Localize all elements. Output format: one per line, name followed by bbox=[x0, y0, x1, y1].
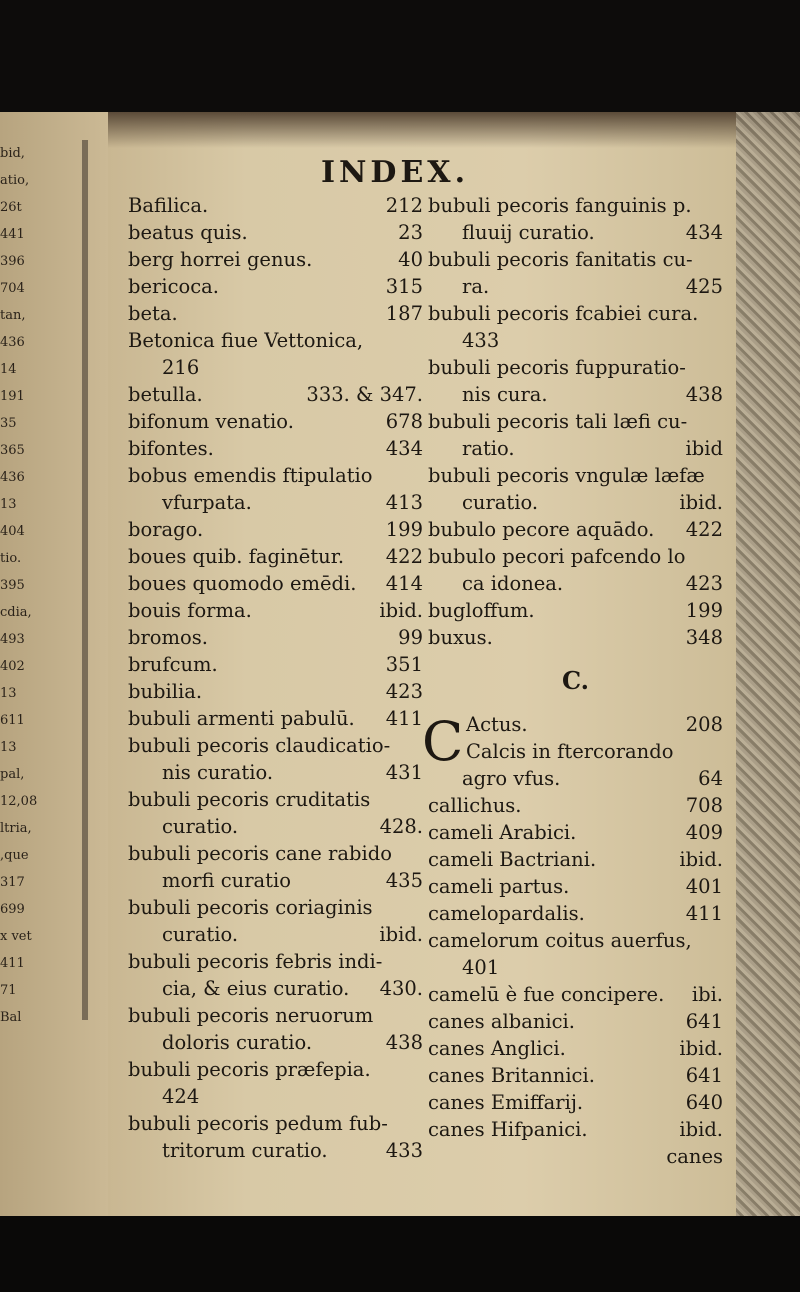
page-reference: 414 bbox=[385, 572, 423, 595]
index-term: ra. bbox=[462, 275, 490, 298]
page-title: INDEX. bbox=[320, 155, 470, 190]
index-entry bbox=[128, 327, 423, 354]
index-entry bbox=[128, 489, 423, 516]
page-reference: 435 bbox=[385, 869, 423, 892]
previous-page-fragment: 13 bbox=[0, 686, 17, 701]
page-reference: 413 bbox=[385, 491, 423, 514]
index-term: bubuli pecoris claudicatio- bbox=[128, 734, 391, 757]
page-reference: 425 bbox=[685, 275, 723, 298]
section-letter: C. bbox=[561, 666, 590, 695]
index-entry bbox=[128, 246, 423, 273]
page-reference: 64 bbox=[698, 767, 723, 790]
page-reference: ibid. bbox=[679, 848, 723, 871]
page-reference: 23 bbox=[398, 221, 423, 244]
index-entry bbox=[128, 192, 423, 219]
index-entry bbox=[128, 597, 423, 624]
previous-page-fragment: bid, bbox=[0, 146, 25, 161]
index-term: fluuij curatio. bbox=[462, 221, 595, 244]
index-term: bubuli pecoris fanitatis cu- bbox=[428, 248, 693, 271]
index-term: 433 bbox=[462, 329, 500, 352]
index-term: cameli Bactriani. bbox=[428, 848, 597, 871]
page-reference: 428. bbox=[379, 815, 423, 838]
page-reference: 187 bbox=[385, 302, 423, 325]
index-entry bbox=[128, 921, 423, 948]
page-reference: 434 bbox=[385, 437, 423, 460]
index-term: curatio. bbox=[162, 815, 239, 838]
page-reference: 40 bbox=[398, 248, 423, 271]
page-top-shadow bbox=[108, 112, 800, 148]
index-entry bbox=[428, 570, 723, 597]
index-term: bubuli pecoris pedum fub- bbox=[128, 1112, 388, 1135]
page-reference: 348 bbox=[685, 626, 723, 649]
index-term: bobus emendis ftipulatio bbox=[128, 464, 373, 487]
index-term: camelopardalis. bbox=[428, 902, 585, 925]
index-term: nis curatio. bbox=[162, 761, 274, 784]
page-reference: ibid bbox=[685, 437, 723, 460]
page-reference: 708 bbox=[685, 794, 723, 817]
page-reference: 423 bbox=[685, 572, 723, 595]
page-reference: ibi. bbox=[691, 983, 723, 1006]
page-reference: 438 bbox=[385, 1031, 423, 1054]
index-entry bbox=[128, 273, 423, 300]
index-entry bbox=[428, 1008, 723, 1035]
index-entry bbox=[428, 1062, 723, 1089]
page-reference: 678 bbox=[385, 410, 423, 433]
page-reference: 212 bbox=[385, 194, 423, 217]
index-entry bbox=[128, 408, 423, 435]
index-entry bbox=[128, 705, 423, 732]
page-reference: 438 bbox=[685, 383, 723, 406]
index-entry bbox=[128, 840, 423, 867]
index-term: bubuli pecoris febris indi- bbox=[128, 950, 383, 973]
index-term: agro vfus. bbox=[462, 767, 561, 790]
index-term: betulla. bbox=[128, 383, 203, 406]
previous-page-fragment: 191 bbox=[0, 389, 25, 404]
index-entry bbox=[128, 651, 423, 678]
previous-page-fragment: 26t bbox=[0, 200, 22, 215]
index-entry bbox=[428, 300, 723, 327]
index-term: 424 bbox=[162, 1085, 200, 1108]
index-entry bbox=[428, 819, 723, 846]
index-term: buxus. bbox=[428, 626, 493, 649]
previous-page-fragment: 14 bbox=[0, 362, 17, 377]
index-entry bbox=[428, 435, 723, 462]
page-right-edge-texture bbox=[736, 112, 800, 1216]
index-term: bubuli pecoris fcabiei cura. bbox=[428, 302, 699, 325]
index-term: bubuli armenti pabulū. bbox=[128, 707, 355, 730]
page-reference: ibid. bbox=[679, 491, 723, 514]
index-entry bbox=[428, 1116, 723, 1143]
index-entry bbox=[128, 948, 423, 975]
index-term: beatus quis. bbox=[128, 221, 248, 244]
index-term: bericoca. bbox=[128, 275, 219, 298]
previous-page-fragment: pal, bbox=[0, 767, 25, 782]
index-entry bbox=[128, 1056, 423, 1083]
page-reference: ibid. bbox=[379, 923, 423, 946]
index-entry bbox=[128, 813, 423, 840]
index-term: canes bbox=[666, 1145, 723, 1168]
background-bottom bbox=[0, 1216, 800, 1292]
index-term: bubuli pecoris neruorum bbox=[128, 1004, 374, 1027]
index-entry bbox=[428, 846, 723, 873]
index-term: canes Emiffarij. bbox=[428, 1091, 584, 1114]
page-reference: 422 bbox=[685, 518, 723, 541]
index-entry bbox=[428, 327, 723, 354]
index-term: bubuli pecoris cruditatis bbox=[128, 788, 371, 811]
previous-page-fragment: Bal bbox=[0, 1010, 22, 1025]
index-term: bubuli pecoris fuppuratio- bbox=[428, 356, 686, 379]
index-entry bbox=[128, 516, 423, 543]
page-reference: 430. bbox=[379, 977, 423, 1000]
index-term: bubulo pecori pafcendo lo bbox=[428, 545, 686, 568]
index-entry bbox=[428, 954, 723, 981]
previous-page-fragment: 35 bbox=[0, 416, 17, 431]
index-term: Calcis in ftercorando bbox=[466, 740, 674, 763]
page-reference: 431 bbox=[385, 761, 423, 784]
previous-page-fragment: 404 bbox=[0, 524, 25, 539]
previous-page-fragment: 441 bbox=[0, 227, 25, 242]
page-reference: 99 bbox=[398, 626, 423, 649]
index-term: camelū è fue concipere. bbox=[428, 983, 665, 1006]
index-entry bbox=[128, 1137, 423, 1164]
index-term: brufcum. bbox=[128, 653, 218, 676]
index-entry bbox=[428, 543, 723, 570]
previous-page-fragment: 396 bbox=[0, 254, 25, 269]
index-entry bbox=[128, 1002, 423, 1029]
index-entry bbox=[128, 786, 423, 813]
index-entry bbox=[428, 711, 723, 738]
index-entry bbox=[128, 300, 423, 327]
previous-page-fragment: 71 bbox=[0, 983, 17, 998]
index-entry bbox=[428, 873, 723, 900]
index-term: Bafilica. bbox=[128, 194, 209, 217]
index-term: bubulo pecore aquādo. bbox=[428, 518, 655, 541]
index-term: Betonica fiue Vettonica, bbox=[128, 329, 364, 352]
index-term: borago. bbox=[128, 518, 204, 541]
index-entry bbox=[128, 894, 423, 921]
index-entry bbox=[128, 219, 423, 246]
index-entry bbox=[128, 867, 423, 894]
previous-page-fragment: 13 bbox=[0, 497, 17, 512]
index-term: canes Hifpanici. bbox=[428, 1118, 588, 1141]
index-entry bbox=[428, 219, 723, 246]
index-term: bubilia. bbox=[128, 680, 203, 703]
index-term: curatio. bbox=[462, 491, 539, 514]
index-entry bbox=[428, 624, 723, 651]
index-term: ratio. bbox=[462, 437, 515, 460]
previous-page-strip bbox=[0, 112, 108, 1216]
index-entry bbox=[128, 1029, 423, 1056]
index-term: canes Britannici. bbox=[428, 1064, 595, 1087]
page-reference: 434 bbox=[685, 221, 723, 244]
index-entry bbox=[428, 792, 723, 819]
index-term: bubuli pecoris præfepia. bbox=[128, 1058, 371, 1081]
index-entry bbox=[428, 462, 723, 489]
page-reference: 333. & 347. bbox=[306, 383, 423, 406]
right-column bbox=[422, 192, 723, 1170]
index-term: bouis forma. bbox=[128, 599, 252, 622]
left-column bbox=[128, 192, 423, 1164]
index-term: cameli Arabici. bbox=[428, 821, 577, 844]
previous-page-fragment: ltria, bbox=[0, 821, 32, 836]
index-term: 401 bbox=[462, 956, 500, 979]
previous-page-fragment: 395 bbox=[0, 578, 25, 593]
page-reference: 199 bbox=[385, 518, 423, 541]
index-entry bbox=[428, 246, 723, 273]
index-term: bubuli pecoris tali læfi cu- bbox=[428, 410, 688, 433]
index-term: tritorum curatio. bbox=[162, 1139, 328, 1162]
index-entry bbox=[428, 516, 723, 543]
index-entry bbox=[128, 381, 423, 408]
index-entry bbox=[128, 624, 423, 651]
index-term: cia, & eius curatio. bbox=[162, 977, 350, 1000]
previous-page-fragment: 704 bbox=[0, 281, 25, 296]
previous-page-fragment: tio. bbox=[0, 551, 22, 566]
page-reference: 641 bbox=[685, 1064, 723, 1087]
index-entry bbox=[428, 1035, 723, 1062]
previous-page-fragment: 493 bbox=[0, 632, 25, 647]
index-entry bbox=[128, 570, 423, 597]
index-entry bbox=[128, 462, 423, 489]
previous-page-fragment: 365 bbox=[0, 443, 25, 458]
previous-page-fragment: 411 bbox=[0, 956, 25, 971]
index-term: bubuli pecoris fanguinis p. bbox=[428, 194, 692, 217]
index-term: ca idonea. bbox=[462, 572, 564, 595]
index-entry bbox=[128, 732, 423, 759]
index-term: morfi curatio bbox=[162, 869, 291, 892]
page-reference: 640 bbox=[685, 1091, 723, 1114]
previous-page-fragment: 13 bbox=[0, 740, 17, 755]
index-entry bbox=[428, 765, 723, 792]
page-reference: 423 bbox=[385, 680, 423, 703]
binding-gutter bbox=[82, 140, 88, 1020]
previous-page-fragment: 317 bbox=[0, 875, 25, 890]
index-term: curatio. bbox=[162, 923, 239, 946]
index-entry bbox=[428, 192, 723, 219]
index-entry bbox=[428, 381, 723, 408]
previous-page-fragment: 699 bbox=[0, 902, 25, 917]
index-term: vfurpata. bbox=[162, 491, 252, 514]
index-entry bbox=[128, 543, 423, 570]
page-reference: 411 bbox=[685, 902, 723, 925]
previous-page-fragment: 611 bbox=[0, 713, 25, 728]
index-term: beta. bbox=[128, 302, 178, 325]
previous-page-fragment: x vet bbox=[0, 929, 32, 944]
index-entry bbox=[428, 900, 723, 927]
page-reference: 315 bbox=[385, 275, 423, 298]
index-term: bifontes. bbox=[128, 437, 214, 460]
index-entry bbox=[128, 435, 423, 462]
index-entry bbox=[128, 975, 423, 1002]
drop-cap-initial: C bbox=[422, 710, 464, 773]
previous-page-fragment: ,que bbox=[0, 848, 29, 863]
index-entry bbox=[428, 927, 723, 954]
previous-page-fragment: 436 bbox=[0, 335, 25, 350]
index-entry bbox=[428, 1143, 723, 1170]
index-entry bbox=[428, 489, 723, 516]
page-reference: 199 bbox=[685, 599, 723, 622]
index-entry bbox=[428, 408, 723, 435]
index-term: berg horrei genus. bbox=[128, 248, 313, 271]
previous-page-fragment: atio, bbox=[0, 173, 30, 188]
index-entry bbox=[428, 981, 723, 1008]
previous-page-fragment: 436 bbox=[0, 470, 25, 485]
index-term: bromos. bbox=[128, 626, 208, 649]
page-reference: 409 bbox=[685, 821, 723, 844]
page-reference: 422 bbox=[385, 545, 423, 568]
index-term: canes Anglici. bbox=[428, 1037, 566, 1060]
page-reference: 641 bbox=[685, 1010, 723, 1033]
index-entry bbox=[128, 759, 423, 786]
index-term: bugloffum. bbox=[428, 599, 535, 622]
index-entry bbox=[428, 1089, 723, 1116]
previous-page-fragment: 12,08 bbox=[0, 794, 38, 809]
index-term: camelorum coitus auerfus, bbox=[428, 929, 692, 952]
index-term: bubuli pecoris coriaginis bbox=[128, 896, 373, 919]
previous-page-fragment: cdia, bbox=[0, 605, 32, 620]
index-term: doloris curatio. bbox=[162, 1031, 313, 1054]
index-term: canes albanici. bbox=[428, 1010, 575, 1033]
index-entry bbox=[428, 354, 723, 381]
index-term: bubuli pecoris cane rabido bbox=[128, 842, 392, 865]
index-term: boues quib. faginētur. bbox=[128, 545, 345, 568]
index-entry bbox=[128, 354, 423, 381]
index-entry bbox=[128, 678, 423, 705]
index-term: bifonum venatio. bbox=[128, 410, 294, 433]
index-entry bbox=[428, 273, 723, 300]
page-reference: 411 bbox=[385, 707, 423, 730]
page-reference: 433 bbox=[385, 1139, 423, 1162]
index-term: nis cura. bbox=[462, 383, 548, 406]
index-term: callichus. bbox=[428, 794, 522, 817]
index-entry bbox=[128, 1110, 423, 1137]
index-term: 216 bbox=[162, 356, 200, 379]
index-entry bbox=[428, 597, 723, 624]
previous-page-fragment: 402 bbox=[0, 659, 25, 674]
index-term: cameli partus. bbox=[428, 875, 570, 898]
index-term: Actus. bbox=[466, 713, 528, 736]
index-entry bbox=[128, 1083, 423, 1110]
page-reference: 401 bbox=[685, 875, 723, 898]
page-reference: 351 bbox=[385, 653, 423, 676]
page-reference: ibid. bbox=[379, 599, 423, 622]
page-reference: ibid. bbox=[679, 1037, 723, 1060]
previous-page-fragment: tan, bbox=[0, 308, 26, 323]
index-term: bubuli pecoris vngulæ læfæ bbox=[428, 464, 705, 487]
page-reference: ibid. bbox=[679, 1118, 723, 1141]
page-reference: 208 bbox=[685, 713, 723, 736]
index-entry bbox=[428, 738, 723, 765]
index-term: boues quomodo emēdi. bbox=[128, 572, 357, 595]
